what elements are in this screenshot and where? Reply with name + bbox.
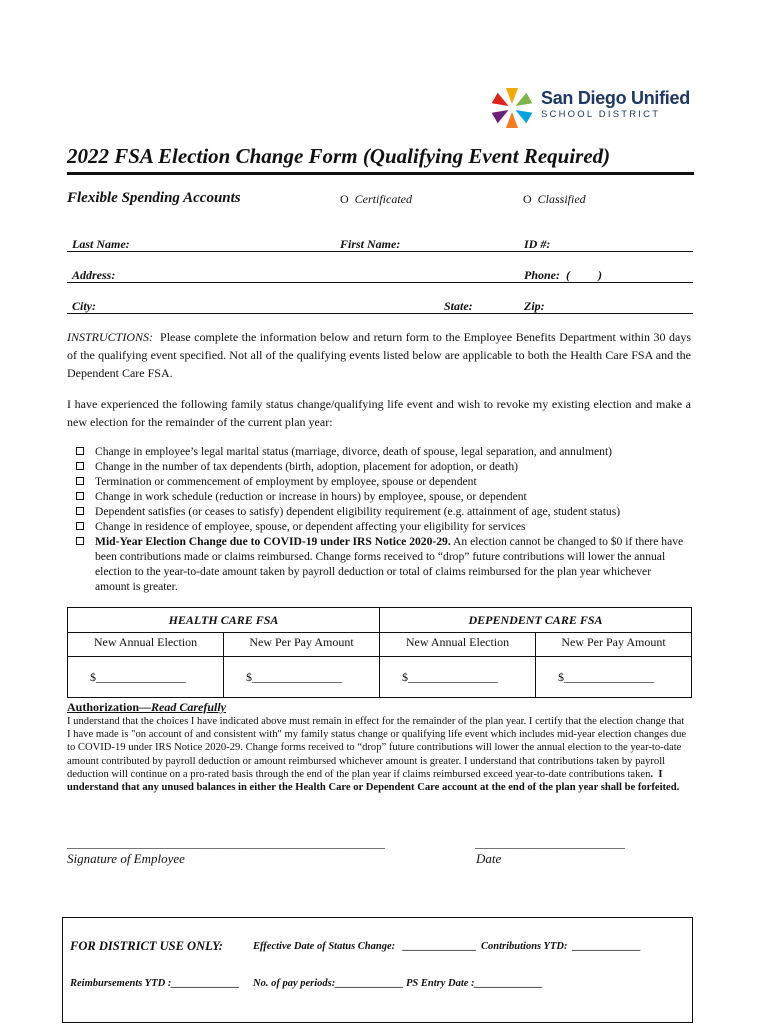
intro-text: I have experienced the following family status change/qualifying life event and wish to revoke my existing election and make a new election for the remainder of the current plan year: bbox=[67, 397, 691, 429]
dependent-annual-amount[interactable]: $_______________ bbox=[380, 657, 536, 698]
first-name-field[interactable] bbox=[410, 236, 515, 250]
contributions-ytd-label: Contributions YTD: _____________ bbox=[481, 941, 641, 952]
logo-petal bbox=[492, 105, 512, 123]
signature-label: Signature of Employee bbox=[67, 851, 185, 866]
city-label: City: bbox=[72, 299, 96, 313]
event-item: Change in employee’s legal marital status (marriage, divorce, death of spouse, legal separation, and annulment) bbox=[76, 444, 688, 459]
contributions-ytd-field[interactable]: _____________ bbox=[572, 941, 641, 952]
logo-petal bbox=[506, 88, 518, 104]
first-name-label: First Name: bbox=[340, 237, 401, 251]
logo-subtitle: SCHOOL DISTRICT bbox=[541, 109, 661, 120]
instructions-label: INSTRUCTIONS: bbox=[67, 330, 154, 344]
health-per-pay-amount[interactable]: $_______________ bbox=[224, 657, 380, 698]
col-health-annual: New Annual Election bbox=[68, 633, 224, 657]
option-certificated-label: Certificated bbox=[354, 192, 412, 206]
option-classified[interactable] bbox=[523, 192, 586, 207]
checkbox[interactable] bbox=[76, 522, 84, 530]
health-care-header: HEALTH CARE FSA bbox=[68, 608, 380, 633]
health-annual-amount[interactable]: $_______________ bbox=[68, 657, 224, 698]
district-use-box bbox=[62, 917, 693, 1023]
checkbox[interactable] bbox=[76, 507, 84, 515]
event-item: Termination or commencement of employment by employee, spouse or dependent bbox=[76, 474, 688, 489]
col-dependent-per-pay: New Per Pay Amount bbox=[536, 633, 692, 657]
effective-date-label: Effective Date of Status Change: ______________ bbox=[253, 941, 477, 952]
ps-entry-date-field[interactable]: :_____________ bbox=[471, 978, 543, 989]
qualifying-events-list bbox=[76, 444, 688, 594]
zip-label: Zip: bbox=[524, 299, 545, 313]
date-line[interactable]: _________________________ bbox=[475, 836, 625, 850]
checkbox[interactable] bbox=[76, 447, 84, 455]
event-item: Change in work schedule (reduction or increase in hours) by employee, spouse, or dependent bbox=[76, 489, 688, 504]
address-field[interactable] bbox=[125, 267, 515, 281]
logo-petal bbox=[492, 93, 512, 111]
logo-petal bbox=[512, 93, 532, 111]
col-health-per-pay: New Per Pay Amount bbox=[224, 633, 380, 657]
checkbox[interactable] bbox=[76, 462, 84, 470]
state-label: State: bbox=[444, 299, 473, 313]
logo-petal bbox=[512, 105, 532, 123]
fsa-label: Flexible Spending Accounts bbox=[67, 190, 241, 206]
pay-periods-field[interactable]: _____________ bbox=[335, 978, 404, 989]
district-logo bbox=[486, 84, 538, 132]
district-use-heading: FOR DISTRICT USE ONLY: bbox=[70, 939, 223, 953]
address-label: Address: bbox=[72, 268, 116, 282]
id-field[interactable] bbox=[556, 236, 691, 250]
authorization-heading: Authorization—Read Carefully bbox=[67, 700, 226, 714]
radio-marker[interactable]: O bbox=[523, 192, 532, 206]
reimbursements-ytd-label: Reimbursements YTD :_____________ bbox=[70, 978, 240, 989]
id-label: ID #: bbox=[524, 237, 551, 251]
checkbox[interactable] bbox=[76, 477, 84, 485]
option-classified-label: Classified bbox=[537, 192, 586, 206]
dependent-per-pay-amount[interactable]: $_______________ bbox=[536, 657, 692, 698]
zip-field[interactable] bbox=[550, 298, 690, 312]
instructions bbox=[67, 328, 691, 382]
date-label: Date bbox=[476, 851, 502, 866]
instructions-text: Please complete the information below and return form to the Employee Benefits Department within 30 days of the qualifying event specified. Not all of the qualifying events listed below are applicable to both the Health Care FSA and the Dependent Care FSA. bbox=[67, 330, 691, 380]
ps-entry-date-label: PS Entry Date :_____________ bbox=[406, 978, 543, 989]
col-dependent-annual: New Annual Election bbox=[380, 633, 536, 657]
effective-date-field[interactable]: ______________ bbox=[403, 941, 477, 952]
checkbox[interactable] bbox=[76, 492, 84, 500]
event-item: Change in residence of employee, spouse, or dependent affecting your eligibility for services bbox=[76, 519, 688, 534]
state-field[interactable] bbox=[480, 298, 518, 312]
logo-petal bbox=[506, 112, 518, 128]
signature-line[interactable]: _____________________________________________________ bbox=[67, 836, 385, 850]
city-field[interactable] bbox=[105, 298, 435, 312]
last-name-field[interactable] bbox=[140, 236, 330, 250]
title-divider bbox=[67, 172, 694, 175]
option-certificated[interactable] bbox=[340, 192, 412, 207]
event-item: Dependent satisfies (or ceases to satisfy) dependent eligibility requirement (e.g. attainment of age, student status) bbox=[76, 504, 688, 519]
logo-name: San Diego Unified bbox=[541, 88, 690, 108]
event-item: Change in the number of tax dependents (birth, adoption, placement for adoption, or death) bbox=[76, 459, 688, 474]
dependent-care-header: DEPENDENT CARE FSA bbox=[380, 608, 692, 633]
election-table bbox=[67, 607, 692, 698]
phone-label: Phone: ( ) bbox=[524, 268, 602, 282]
phone-field[interactable] bbox=[615, 267, 691, 281]
last-name-label: Last Name: bbox=[72, 237, 130, 251]
checkbox[interactable] bbox=[76, 537, 84, 545]
form-title: 2022 FSA Election Change Form (Qualifying Event Required) bbox=[67, 144, 611, 168]
authorization-text: I understand that the choices I have indicated above must remain in effect for the remainder of the plan year. I certify that the election change that I have made is "on account of and consistent with" my family status change or qualifying life event which includes mid-year election changes due to COVID-19 under IRS Notice 2020-29. Change forms received to “drop” future contributions will lower the annual election to the year-to-date amount contributed by payroll deduction or amount reimbursed whichever amount is greater. I understand that contributions taken by payroll deduction will continue on a pro-rated basis through the end of the plan year if claims reimbursed exceed year-to-date contributions taken. I understand that any unused balances in either the Health Care or Dependent Care account at the end of the plan year shall be forfeited. bbox=[67, 716, 687, 794]
pay-periods-label: No. of pay periods:_____________ bbox=[253, 978, 404, 989]
radio-marker[interactable]: O bbox=[340, 192, 349, 206]
event-item-covid: Mid-Year Election Change due to COVID-19 under IRS Notice 2020-29. An election cannot be changed to $0 if there have been contributions made or claims reimbursed. Change forms received to “drop” future contributions will lower the annual election to the year-to-date amount taken by payroll deduction or total of claims reimbursed for the plan year whichever amount is greater. bbox=[76, 534, 688, 594]
reimbursements-ytd-field[interactable]: :_____________ bbox=[167, 978, 240, 989]
